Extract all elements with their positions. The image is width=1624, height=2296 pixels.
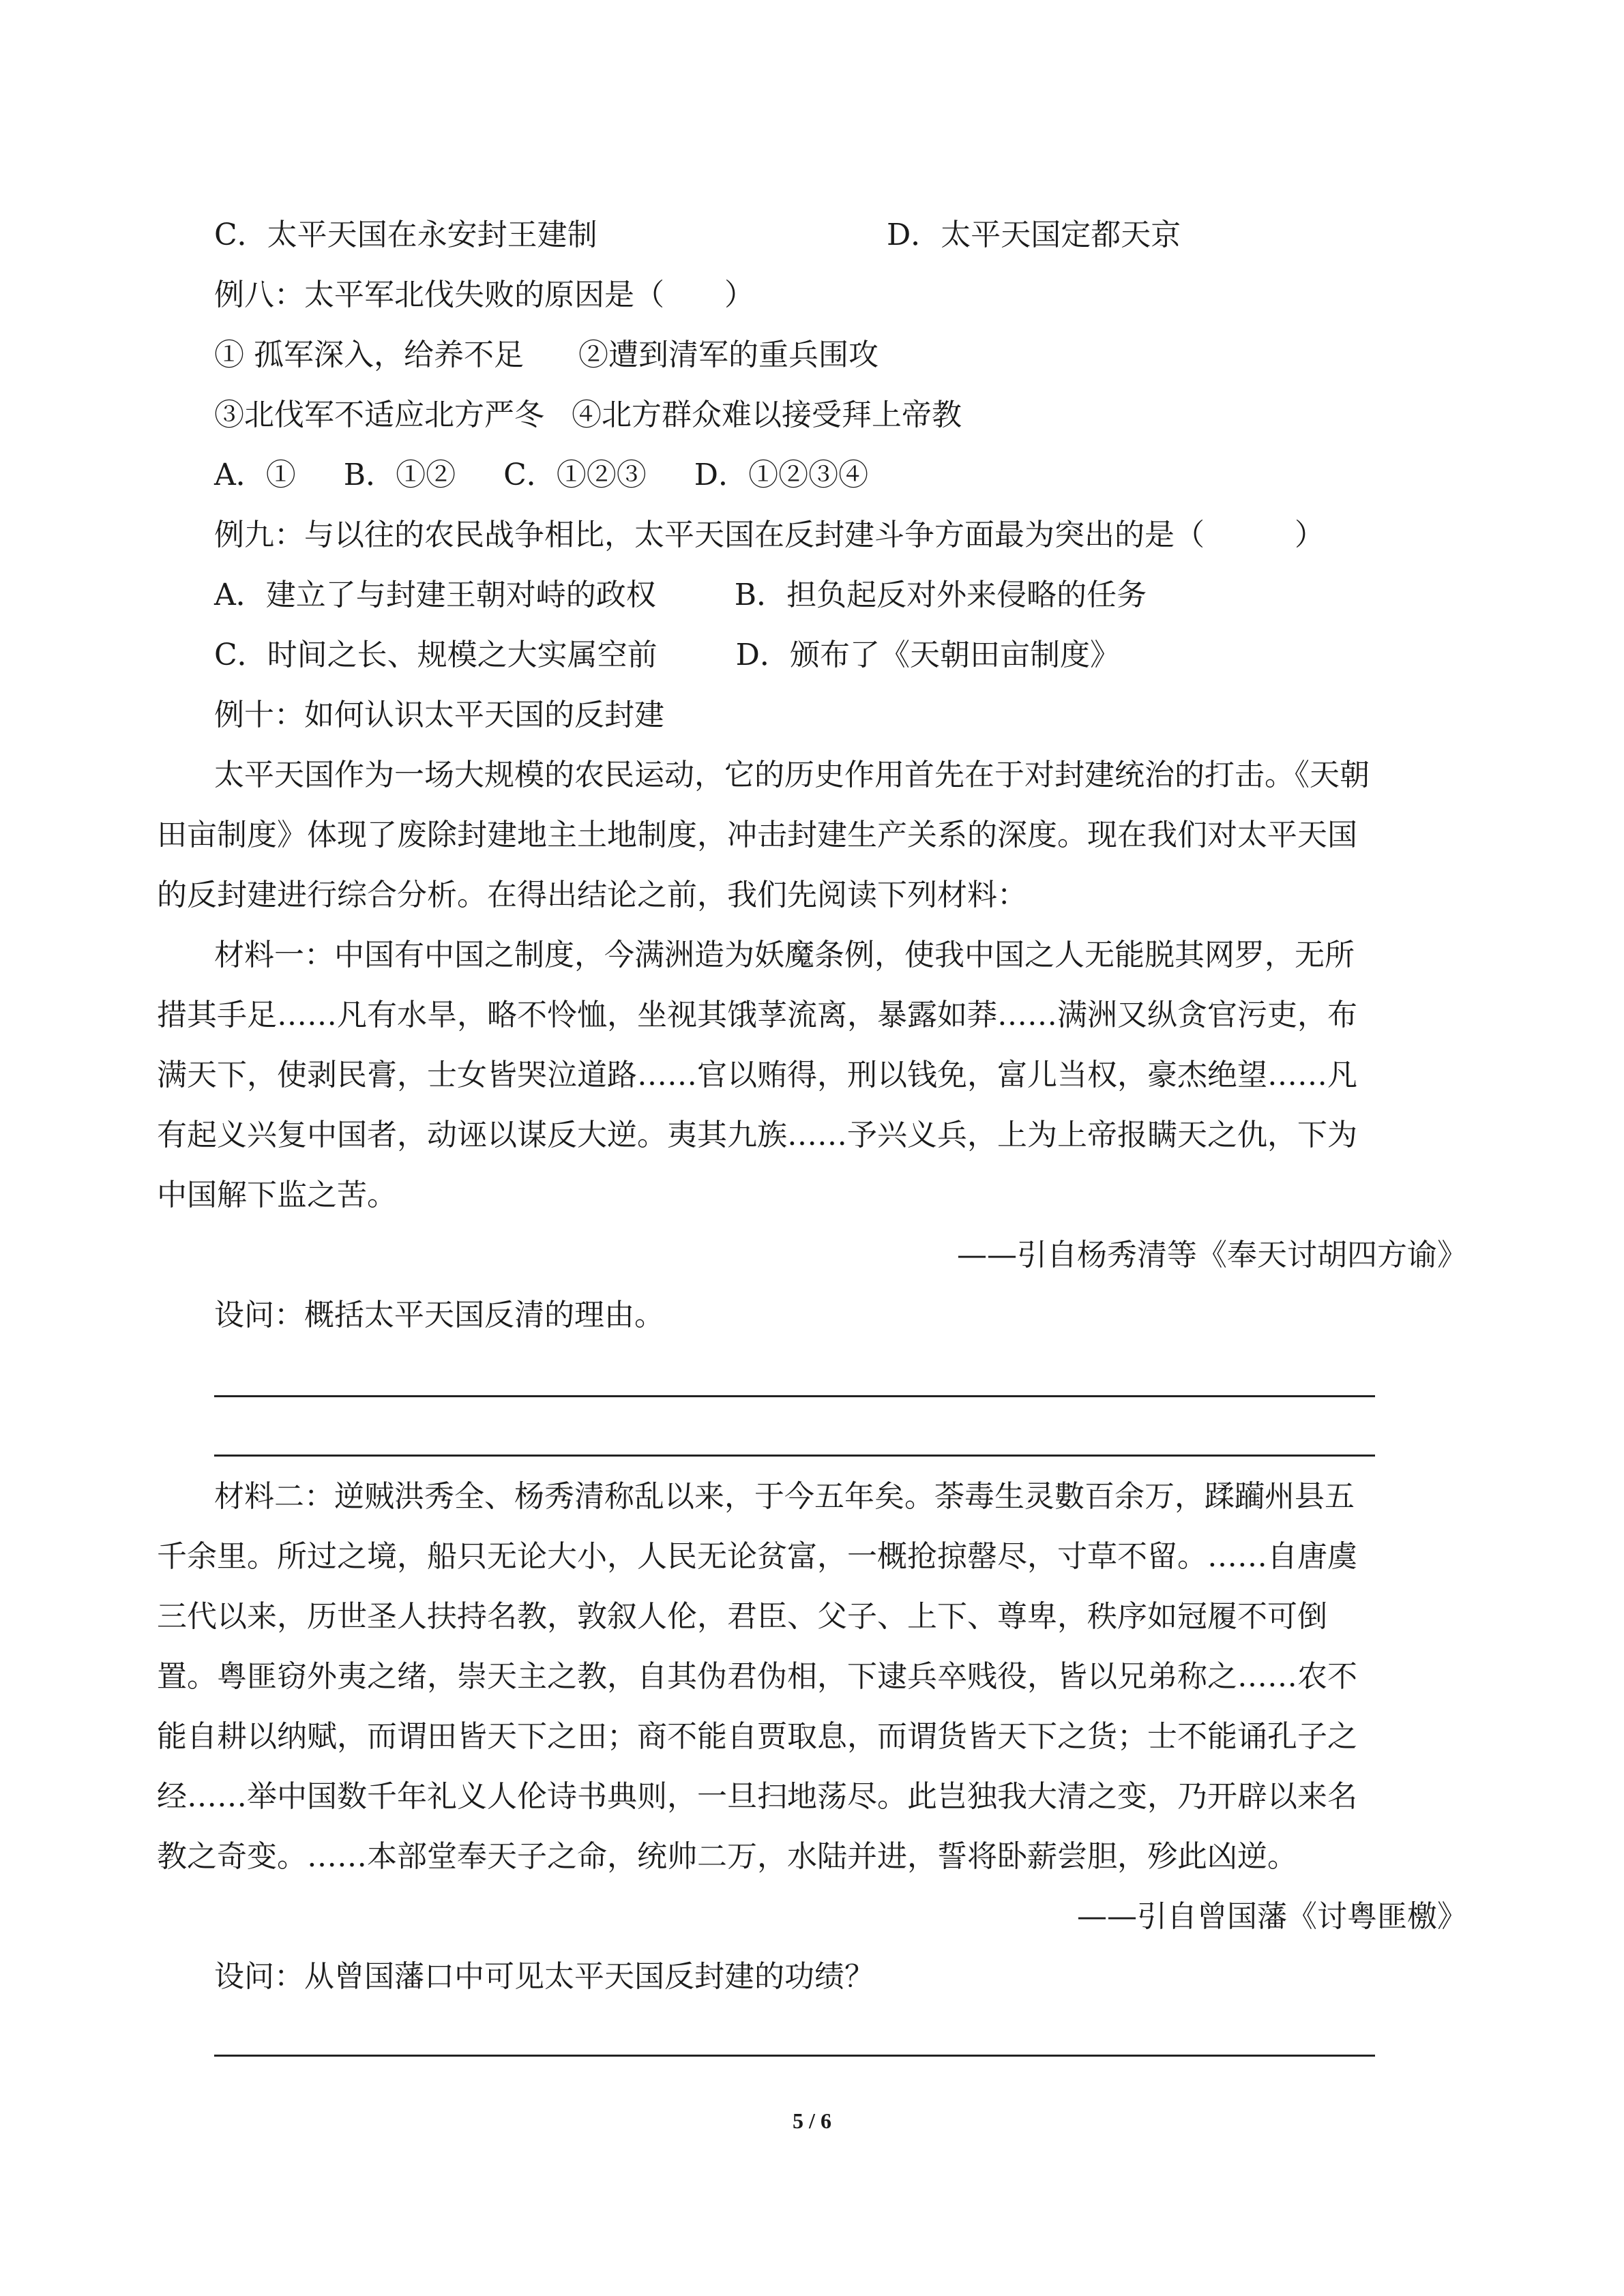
material1-source: ——引自杨秀清等《奉天讨胡四方谕》 — [957, 1238, 1467, 1272]
answer-line-2[interactable] — [214, 1455, 1375, 1457]
material1-line: 满天下，使剥民膏，士女皆哭泣道路……官以贿得，刑以钱免，富儿当权，豪杰绝望……凡 — [157, 1058, 1357, 1092]
q9-option-d: D．颁布了《天朝田亩制度》 — [735, 638, 1120, 672]
q8-stem: 例八：太平军北伐失败的原因是（ ） — [214, 278, 754, 312]
q8-option-d: D．①②③④ — [694, 458, 869, 492]
q8-item-3: ③北伐军不适应北方严冬 — [214, 398, 544, 432]
material2-line: 千余里。所过之境，船只无论大小，人民无论贫富，一概抢掠罄尽，寸草不留。……自唐虞 — [157, 1539, 1357, 1574]
q10-intro-line: 太平天国作为一场大规模的农民运动，它的历史作用首先在于对封建统治的打击。《天朝 — [214, 758, 1370, 792]
material1-line: 有起义兴复中国者，动诬以谋反大逆。夷其九族……予兴义兵，上为上帝报瞒天之仇，下为 — [157, 1118, 1357, 1152]
q7-option-d: D．太平天国定都天京 — [887, 218, 1181, 252]
question2: 设问：从曾国藩口中可见太平天国反封建的功绩？ — [214, 1959, 874, 1994]
material2-line: 置。粤匪窃外夷之绪，崇天主之教，自其伪君伪相，下逮兵卒贱役，皆以兄弟称之……农不 — [157, 1659, 1357, 1694]
answer-line-1[interactable] — [214, 1395, 1375, 1397]
q8-items-row2 — [214, 395, 962, 436]
q8-items-row1 — [214, 335, 879, 376]
q9-stem: 例九：与以往的农民战争相比，太平天国在反封建斗争方面最为突出的是（ ） — [214, 518, 1325, 552]
q8-item-4: ④北方群众难以接受拜上帝教 — [572, 398, 962, 432]
material2-line: 三代以来，历世圣人扶持名教，敦叙人伦，君臣、父子、上下、尊卑，秩序如冠履不可倒 — [157, 1599, 1327, 1634]
material1-line: 材料一：中国有中国之制度，今满洲造为妖魔条例，使我中国之人无能脱其网罗，无所 — [214, 938, 1355, 972]
answer-line-3[interactable] — [214, 2055, 1375, 2057]
material2-source: ——引自曾国藩《讨粤匪檄》 — [1077, 1899, 1467, 1934]
q8-option-a: A．① — [214, 458, 296, 492]
material2-line: 教之奇变。……本部堂奉天子之命，统帅二万，水陆并进，誓将卧薪尝胆，殄此凶逆。 — [157, 1839, 1297, 1874]
q8-option-c: C．①②③ — [503, 458, 647, 492]
q9-option-c: C．时间之长、规模之大实属空前 — [214, 638, 658, 672]
q9-options-row1 — [214, 575, 1147, 616]
q9-option-b: B．担负起反对外来侵略的任务 — [734, 578, 1147, 612]
material1-line: 措其手足……凡有水旱，略不怜恤，坐视其饿莩流离，暴露如莽……满洲又纵贪官污吏，布 — [157, 998, 1357, 1032]
q8-item-2: ②遭到清军的重兵围攻 — [578, 338, 879, 372]
q8-item-1: ① 孤军深入，给养不足 — [214, 338, 524, 372]
q8-options — [214, 455, 868, 496]
question1: 设问：概括太平天国反清的理由。 — [214, 1298, 664, 1332]
q10-intro-line: 的反封建进行综合分析。在得出结论之前，我们先阅读下列材料： — [157, 878, 1027, 912]
q10-intro-line: 田亩制度》体现了废除封建地主土地制度，冲击封建生产关系的深度。现在我们对太平天国 — [157, 818, 1357, 852]
material2-line: 材料二：逆贼洪秀全、杨秀清称乱以来，于今五年矣。荼毒生灵數百余万，蹂躏州县五 — [214, 1479, 1355, 1514]
q9-option-a: A．建立了与封建王朝对峙的政权 — [214, 578, 656, 612]
q10-stem: 例十：如何认识太平天国的反封建 — [214, 698, 664, 732]
page-number: 5 / 6 — [793, 2108, 831, 2133]
material2-line: 经……举中国数千年礼义人伦诗书典则，一旦扫地荡尽。此岂独我大清之变，乃开辟以来名 — [157, 1779, 1357, 1814]
q7-option-c: C．太平天国在永安封王建制 — [214, 218, 597, 252]
material2-line: 能自耕以纳赋，而谓田皆天下之田；商不能自贾取息，而谓货皆天下之货；士不能诵孔子之 — [157, 1719, 1357, 1754]
material1-line: 中国解下监之苦。 — [157, 1178, 397, 1212]
q9-options-row2 — [214, 635, 1120, 676]
q8-option-b: B．①② — [343, 458, 456, 492]
